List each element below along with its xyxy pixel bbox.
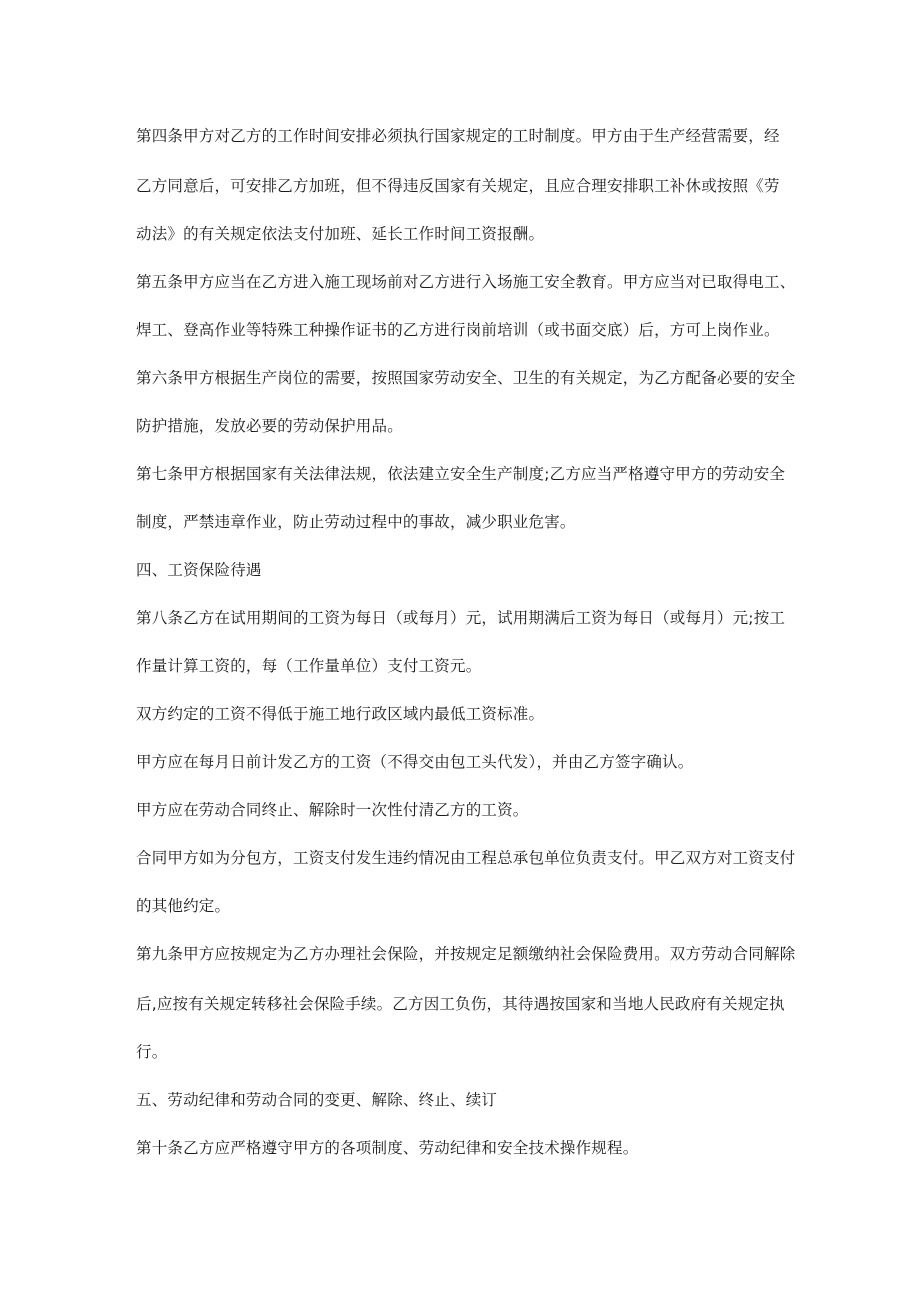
text-line-article-9-a: 第九条甲方应按规定为乙方办理社会保险，并按规定足额缴纳社会保险费用。双方劳动合同解除: [136, 945, 796, 963]
section-heading-wages-insurance: 四、工资保险待遇: [136, 561, 262, 579]
text-line-article-7-b: 制度，严禁违章作业，防止劳动过程中的事故，减少职业危害。: [136, 513, 576, 531]
text-line-article-9-c: 行。: [136, 1043, 168, 1061]
text-line-article-4-c: 动法》的有关规定依法支付加班、延长工作时间工资报酬。: [136, 225, 545, 243]
text-line-subcontractor-b: 的其他约定。: [136, 897, 231, 915]
text-line-subcontractor-a: 合同甲方如为分包方，工资支付发生违约情况由工程总承包单位负责支付。甲乙双方对工资支付: [136, 849, 796, 867]
section-heading-labor-discipline: 五、劳动纪律和劳动合同的变更、解除、终止、续订: [136, 1091, 498, 1109]
text-line-article-6-b: 防护措施，发放必要的劳动保护用品。: [136, 417, 403, 435]
text-line-monthly-payment: 甲方应在每月日前计发乙方的工资（不得交由包工头代发），并由乙方签字确认。: [136, 753, 694, 771]
text-line-article-7-a: 第七条甲方根据国家有关法律法规，依法建立安全生产制度;乙方应当严格遵守甲方的劳动安全: [136, 465, 786, 483]
text-line-article-4-b: 乙方同意后，可安排乙方加班，但不得违反国家有关规定，且应合理安排职工补休或按照《劳: [136, 177, 780, 195]
text-line-article-9-b: 后,应按有关规定转移社会保险手续。乙方因工负伤，其待遇按国家和当地人民政府有关规定执: [136, 995, 785, 1013]
text-line-article-5-b: 焊工、登高作业等特殊工种操作证书的乙方进行岗前培训（或书面交底）后，方可上岗作业。: [136, 321, 780, 339]
text-line-article-4-a: 第四条甲方对乙方的工作时间安排必须执行国家规定的工时制度。甲方由于生产经营需要，经: [136, 127, 780, 145]
text-line-article-8-a: 第八条乙方在试用期间的工资为每日（或每月）元，试用期满后工资为每日（或每月）元;按工: [136, 609, 786, 627]
text-line-article-5-a: 第五条甲方应当在乙方进入施工现场前对乙方进行入场施工安全教育。甲方应当对已取得电工、: [136, 273, 796, 291]
text-line-article-8-b: 作量计算工资的，每（工作量单位）支付工资元。: [136, 657, 482, 675]
text-line-minimum-wage: 双方约定的工资不得低于施工地行政区域内最低工资标准。: [136, 705, 545, 723]
text-line-article-6-a: 第六条甲方根据生产岗位的需要，按照国家劳动安全、卫生的有关规定，为乙方配备必要的安全: [136, 369, 796, 387]
text-line-article-10: 第十条乙方应严格遵守甲方的各项制度、劳动纪律和安全技术操作规程。: [136, 1139, 639, 1157]
text-line-final-settlement: 甲方应在劳动合同终止、解除时一次性付清乙方的工资。: [136, 801, 529, 819]
